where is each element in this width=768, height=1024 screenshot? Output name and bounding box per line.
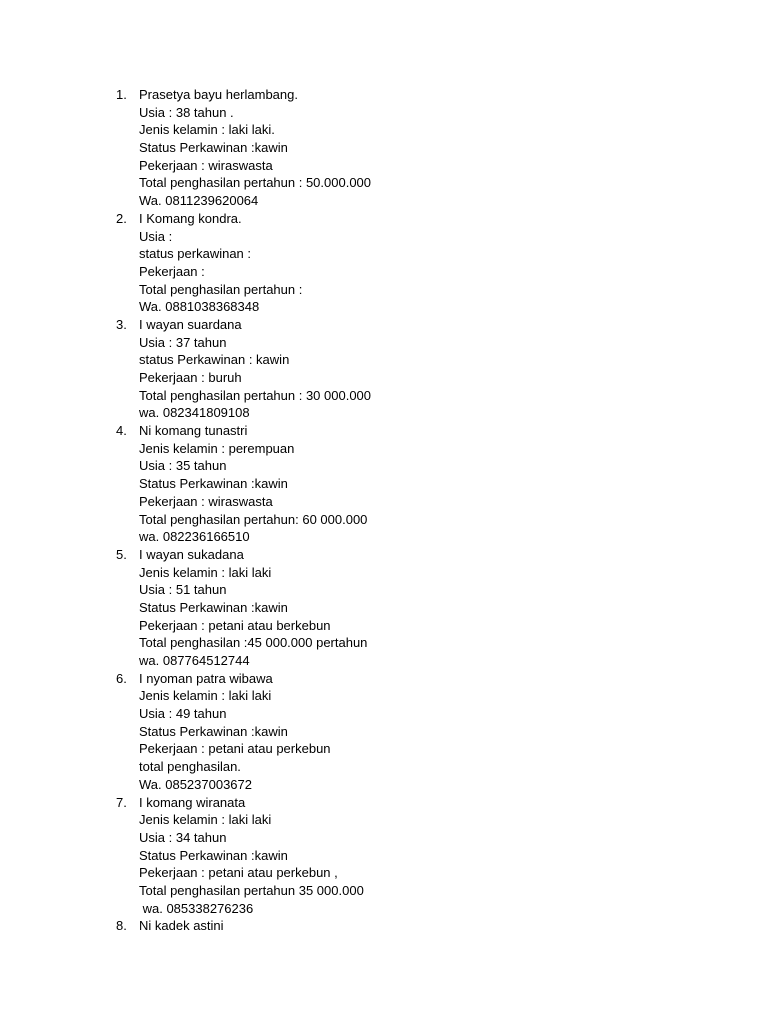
- list-item: [0, 422, 371, 546]
- respondent-detail: status Perkawinan : kawin: [139, 352, 290, 368]
- respondent-detail: Pekerjaan : buruh: [139, 370, 242, 385]
- respondent-name: Ni kadek astini: [139, 918, 224, 934]
- list-item: [0, 546, 371, 670]
- respondent-detail: Status Perkawinan :kawin: [139, 599, 288, 615]
- list-item-number: 3.: [116, 316, 127, 332]
- respondent-detail: Status Perkawinan :kawin: [139, 476, 288, 492]
- respondent-detail: Usia : 34 tahun: [139, 829, 227, 845]
- list-item-number: 4.: [116, 423, 127, 439]
- respondent-detail: Jenis kelamin : laki laki.: [139, 122, 275, 138]
- respondent-detail: Total penghasilan pertahun :: [139, 281, 303, 297]
- respondent-detail: Jenis kelamin : laki laki: [139, 564, 272, 580]
- respondent-detail: wa. 082341809108: [139, 405, 250, 421]
- respondent-detail: Total penghasilan pertahun : 30 000.000: [139, 387, 372, 403]
- list-item-number: 7.: [116, 794, 127, 810]
- respondent-detail: Pekerjaan : wiraswasta: [139, 493, 273, 509]
- respondent-detail: Usia : 35 tahun: [139, 458, 227, 474]
- respondent-detail: wa. 085338276236: [139, 900, 254, 916]
- respondent-detail: Status Perkawinan :kawin: [139, 723, 288, 739]
- respondent-list: [0, 86, 371, 935]
- respondent-detail: Wa. 0811239620064: [139, 193, 259, 209]
- respondent-detail: Pekerjaan :: [139, 263, 205, 279]
- respondent-detail: Total penghasilan :45 000.000 pertahun: [139, 635, 368, 651]
- list-item: [0, 670, 371, 794]
- list-item: [0, 917, 371, 935]
- respondent-name: I komang wiranata: [139, 794, 246, 810]
- respondent-detail: status perkawinan :: [139, 246, 252, 262]
- respondent-name: I nyoman patra wibawa: [139, 670, 273, 686]
- respondent-detail: Jenis kelamin : laki laki: [139, 688, 272, 704]
- respondent-detail: Jenis kelamin : laki laki: [139, 812, 272, 828]
- respondent-detail: Pekerjaan : petani atau berkebun: [139, 617, 331, 633]
- list-item-number: 8.: [116, 918, 127, 934]
- respondent-detail: wa. 082236166510: [139, 529, 250, 545]
- list-item: [0, 210, 371, 316]
- list-item-number: 1.: [116, 87, 127, 102]
- respondent-detail: Status Perkawinan :kawin: [139, 847, 288, 863]
- respondent-detail: total penghasilan.: [139, 759, 241, 775]
- respondent-detail: Usia : 49 tahun: [139, 706, 227, 722]
- respondent-detail: Pekerjaan : petani atau perkebun: [139, 741, 331, 757]
- list-item-number: 2.: [116, 210, 127, 226]
- list-item-number: 6.: [116, 670, 127, 686]
- respondent-detail: Wa. 085237003672: [139, 776, 253, 792]
- respondent-name: I wayan sukadana: [139, 546, 244, 562]
- list-item: [0, 316, 371, 422]
- respondent-name: Ni komang tunastri: [139, 423, 248, 439]
- list-item-number: 5.: [116, 546, 127, 562]
- list-item: [0, 794, 371, 918]
- respondent-detail: Total penghasilan pertahun : 50.000.000: [139, 175, 372, 191]
- respondent-name: Prasetya bayu herlambang.: [139, 87, 298, 102]
- respondent-detail: Usia :: [139, 228, 173, 244]
- respondent-detail: Pekerjaan : petani atau perkebun ,: [139, 865, 338, 881]
- respondent-detail: Wa. 0881038368348: [139, 299, 260, 315]
- respondent-detail: Total penghasilan pertahun: 60 000.000: [139, 511, 368, 527]
- respondent-detail: Usia : 37 tahun: [139, 334, 227, 350]
- respondent-detail: Status Perkawinan :kawin: [139, 140, 288, 156]
- respondent-detail: wa. 087764512744: [139, 653, 250, 668]
- respondent-name: I Komang kondra.: [139, 210, 242, 226]
- respondent-detail: Jenis kelamin : perempuan: [139, 440, 295, 456]
- list-item: [0, 86, 371, 210]
- respondent-name: I wayan suardana: [139, 316, 242, 332]
- respondent-detail: Total penghasilan pertahun 35 000.000: [139, 882, 364, 898]
- respondent-detail: Usia : 51 tahun: [139, 582, 227, 598]
- respondent-detail: Pekerjaan : wiraswasta: [139, 157, 273, 173]
- respondent-detail: Usia : 38 tahun .: [139, 104, 234, 120]
